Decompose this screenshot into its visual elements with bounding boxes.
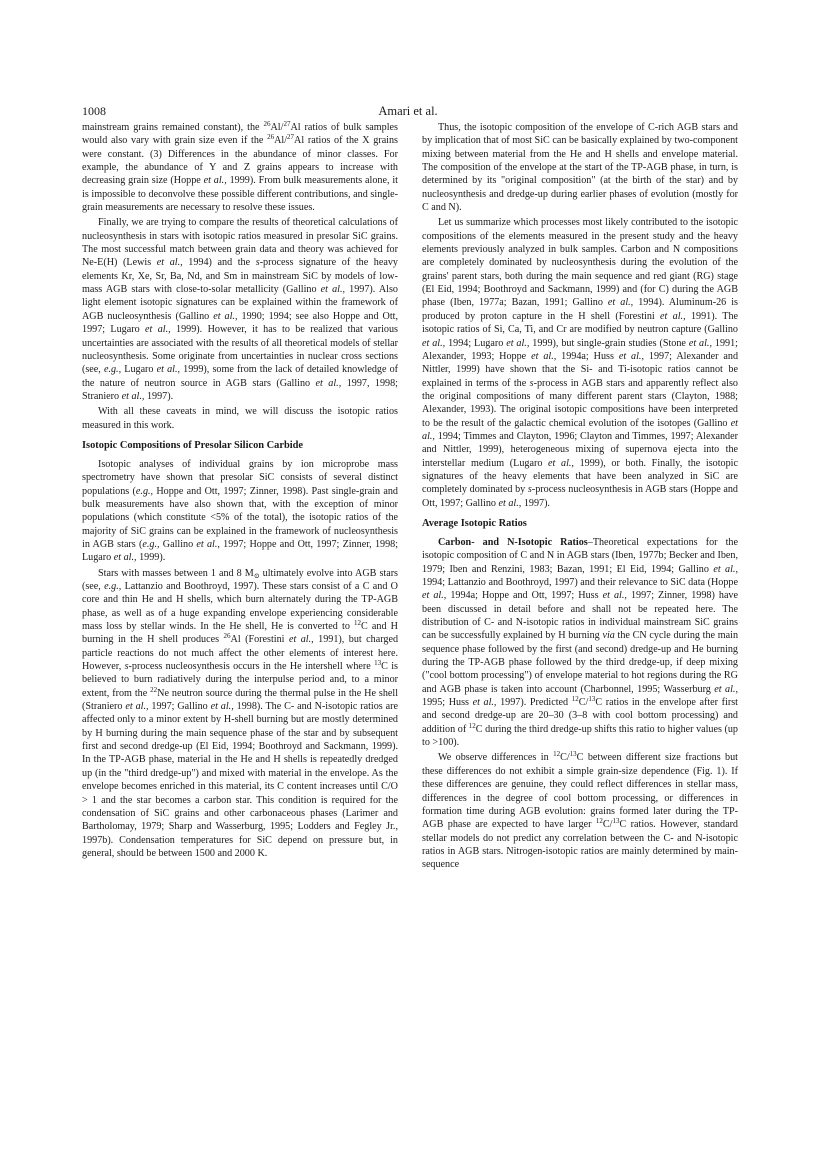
run-in-heading: Carbon- and N-Isotopic Ratios bbox=[438, 536, 588, 548]
paragraph: We observe differences in $^{12}$C/$^{13}$C between different size fractions but these differences do not exhibit a simple grain-size dependence (Fig. 1). If these differences are genuine, they could reflect differences in stellar mass, differences in the degree of cool bottom processing, or differences in formation time during AGB evolution: grains formed later during the TP-AGB phase are expected to have larger $^{12}$C/$^{13}$C ratios. However, standard stellar models do not predict any correlation between the C- and N-isotopic ratios in AGB stars. Nitrogen-isotopic ratios are mainly determined by main-sequence bbox=[422, 750, 738, 871]
paragraph: Isotopic analyses of individual grains by ion microprobe mass spectrometry have shown that presolar SiC consists of several distinct populations (e.g., Hoppe and Ott, 1997; Zinner, 1998). Past single-grain and bulk measurements have also shown that, with the exception of minor populations (which constitute <5% of the total), the isotopic ratios of the majority of SiC grains can be explained in the framework of nucleosynthesis in AGB stars (e.g., Gallino et al., 1997; Hoppe and Ott, 1997; Zinner, 1998; Lugaro et al., 1999). bbox=[82, 458, 399, 564]
paragraph: Thus, the isotopic composition of the envelope of C-rich AGB stars and by implication that of most SiC can be basically explained by two-component mixing between material from the He and H shells and envelope material. The composition of the envelope at the start of the TP-AGB phase, in turn, is determined by its "original composition" (at the birth of the star) and by nucleosynthesis and dredge-up during earlier phases of evolution (mostly for C and N). bbox=[422, 122, 738, 214]
page-number: 1008 bbox=[82, 104, 106, 118]
paragraph: Carbon- and N-Isotopic Ratios–Theoretical expectations for the isotopic composition of C and N in AGB stars (Iben, 1977b; Becker and Iben, 1979; Iben and Renzini, 1983; Bazan, 1991; El Eid, 1994; Gallino et al., 1994; Lattanzio and Boothroyd, 1997) and their relevance to SiC data (Hoppe et al., 1994a; Hoppe and Ott, 1997; Huss et al., 1997; Zinner, 1998) have been discussed in detail before and shall not be repeated here. The distribution of C- and N-isotopic ratios in individual mainstream SiC grains can be successfully explained by H burning via the CN cycle during the main sequence phase followed by the first (and second) dredge-up and He burning during the TP-AGB phase followed by the third dredge-up, if deep mixing ("cool bottom processing") of envelope material to hot regions during the RG and AGB phase is taken into account (Charbonnel, 1995; Wasserburg et al., 1995; Huss et al., 1997). Predicted $^{12}$C/$^{13}$C ratios in the envelope after first and second dredge-up are 20–30 (3–8 with cool bottom processing) and addition of $^{12}$C during the third dredge-up shifts this ratio to higher values (up to >100). bbox=[422, 536, 739, 749]
paragraph: mainstream grains remained constant), the $^{26}$Al/$^{27}$Al ratios of bulk samples would also vary with grain size even if the $^{26}$Al/$^{27}$Al ratios of the X grains were constant. (3) Differences in the abundance of minor classes. For example, the abundance of Y and Z grains appears to increase with decreasing grain size (Hoppe et al., 1999). From bulk measurements alone, it is impossible to deconvolve these possible different contributions, and single-grain measurements are necessary to resolve these issues. bbox=[82, 120, 399, 214]
paragraph: Finally, we are trying to compare the results of theoretical calculations of nucleosynthesis in stars with isotopic ratios measured in presolar SiC grains. The most successful match between grain data and theory was achieved for Ne-E(H) (Lewis et al., 1994) and the s-process signature of the heavy elements Kr, Xe, Sr, Ba, Nd, and Sm in mainstream SiC by models of low-mass AGB stars with close-to-solar metallicity (Gallino et al., 1997). Also light element isotopic signatures can be explained within the framework of AGB nucleosynthesis (Gallino et al., 1990; 1994; see also Hoppe and Ott, 1997; Lugaro et al., 1999). However, it has to be realized that various uncertainties are associated with the results of all theoretical models of stellar nucleosynthesis. Some originate from uncertainties in nuclear cross sections (see, e.g., Lugaro et al., 1999), some from the lack of detailed knowledge of the nature of neutron source in AGB stars (Gallino et al., 1997, 1998; Straniero et al., 1997). bbox=[82, 217, 399, 402]
paragraph: Stars with masses between 1 and 8 $M_⊙$ ultimately evolve into AGB stars (see, e.g., Lattanzio and Boothroyd, 1997). These stars consist of a C and O core and thin He and H shells, which burn alternately during the TP-AGB phase, as well as of a huge expanding envelope experiencing considerable mass loss by stellar winds. In the He shell, He is converted to $^{12}$C and H burning in the H shell produces $^{26}$Al (Forestini et al., 1991), but charged particle reactions do not much affect the other elements of interest here. However, s-process nucleosynthesis occurs in the He intershell where $^{13}$C is believed to burn radiatively during the interpulse period and, to a minor extent, from the $^{22}$Ne neutron source during the thermal pulse in the He shell (Straniero et al., 1997; Gallino et al., 1998). The C- and N-isotopic ratios are affected only to a minor extent by H-shell burning but are mostly determined by H burning during the main sequence phase of the star and by subsequent first and second dredge-up (El Eid, 1994; Boothroyd and Sackmann, 1999). In the TP-AGB phase, material in the He and H shells is repeatedly dredged up (in the "third dredge-up") and mixed with material in the envelope. As the envelope becomes enriched in this material, its C content increases until C/O > 1 and the star becomes a carbon star. This condition is required for the condensation of SiC grains and other carbonaceous phases (Larimer and Bartholomay, 1979; Sharp and Wasserburg, 1995; Lodders and Fegley Jr., 1997b). Condensation temperatures for SiC depend on pressure but, in general, should be between 1500 and 2000 K. bbox=[82, 567, 399, 859]
section-heading: Average Isotopic Ratios bbox=[422, 517, 527, 529]
paragraph: With all these caveats in mind, we will discuss the isotopic ratios measured in this work. bbox=[82, 406, 398, 431]
paragraph: Let us summarize which processes most likely contributed to the isotopic compositions of the elements measured in the present study and the heavy elements previously analyzed in bulk samples. Carbon and N compositions are completely dominated by nucleosynthesis during the evolution of the grains' parent stars, both during the main sequence and red giant (RG) stage (El Eid, 1994; Boothroyd and Sackmann, 1999) and (for C) during the AGB phase (Iben, 1977a; Bazan, 1991; Gallino et al., 1994). Aluminum-26 is produced by proton capture in the H shell (Forestini et al., 1991). The isotopic ratios of Si, Ca, Ti, and Cr are modified by neutron capture (Gallino et al., 1994; Lugaro et al., 1999), but single-grain studies (Stone et al., 1991; Alexander, 1993; Hoppe et al., 1994a; Huss et al., 1997; Alexander and Nittler, 1999) have shown that the Si- and Ti-isotopic ratios cannot be explained in terms of the s-process in AGB stars and apparently reflect also the original compositions of many different parent stars (Clayton, 1988; Alexander, 1993). The original isotopic compositions have been interpreted to be the result of the galactic chemical evolution of the isotopes (Gallino et al., 1994; Timmes and Clayton, 1996; Clayton and Timmes, 1997; Alexander and Nittler, 1999), heterogeneous mixing of supernova ejecta into the interstellar medium (Lugaro et al., 1999), or both. Finally, the isotopic signatures of the heavy elements that have been analyzed in SiC are completely dominated by s-process nucleosynthesis in AGB stars (Hoppe and Ott, 1997; Gallino et al., 1997). bbox=[422, 217, 739, 509]
left-column bbox=[82, 121, 398, 860]
running-head: Amari et al. bbox=[378, 104, 438, 118]
section-heading: Isotopic Compositions of Presolar Silicon Carbide bbox=[82, 439, 304, 451]
right-column bbox=[422, 121, 738, 872]
